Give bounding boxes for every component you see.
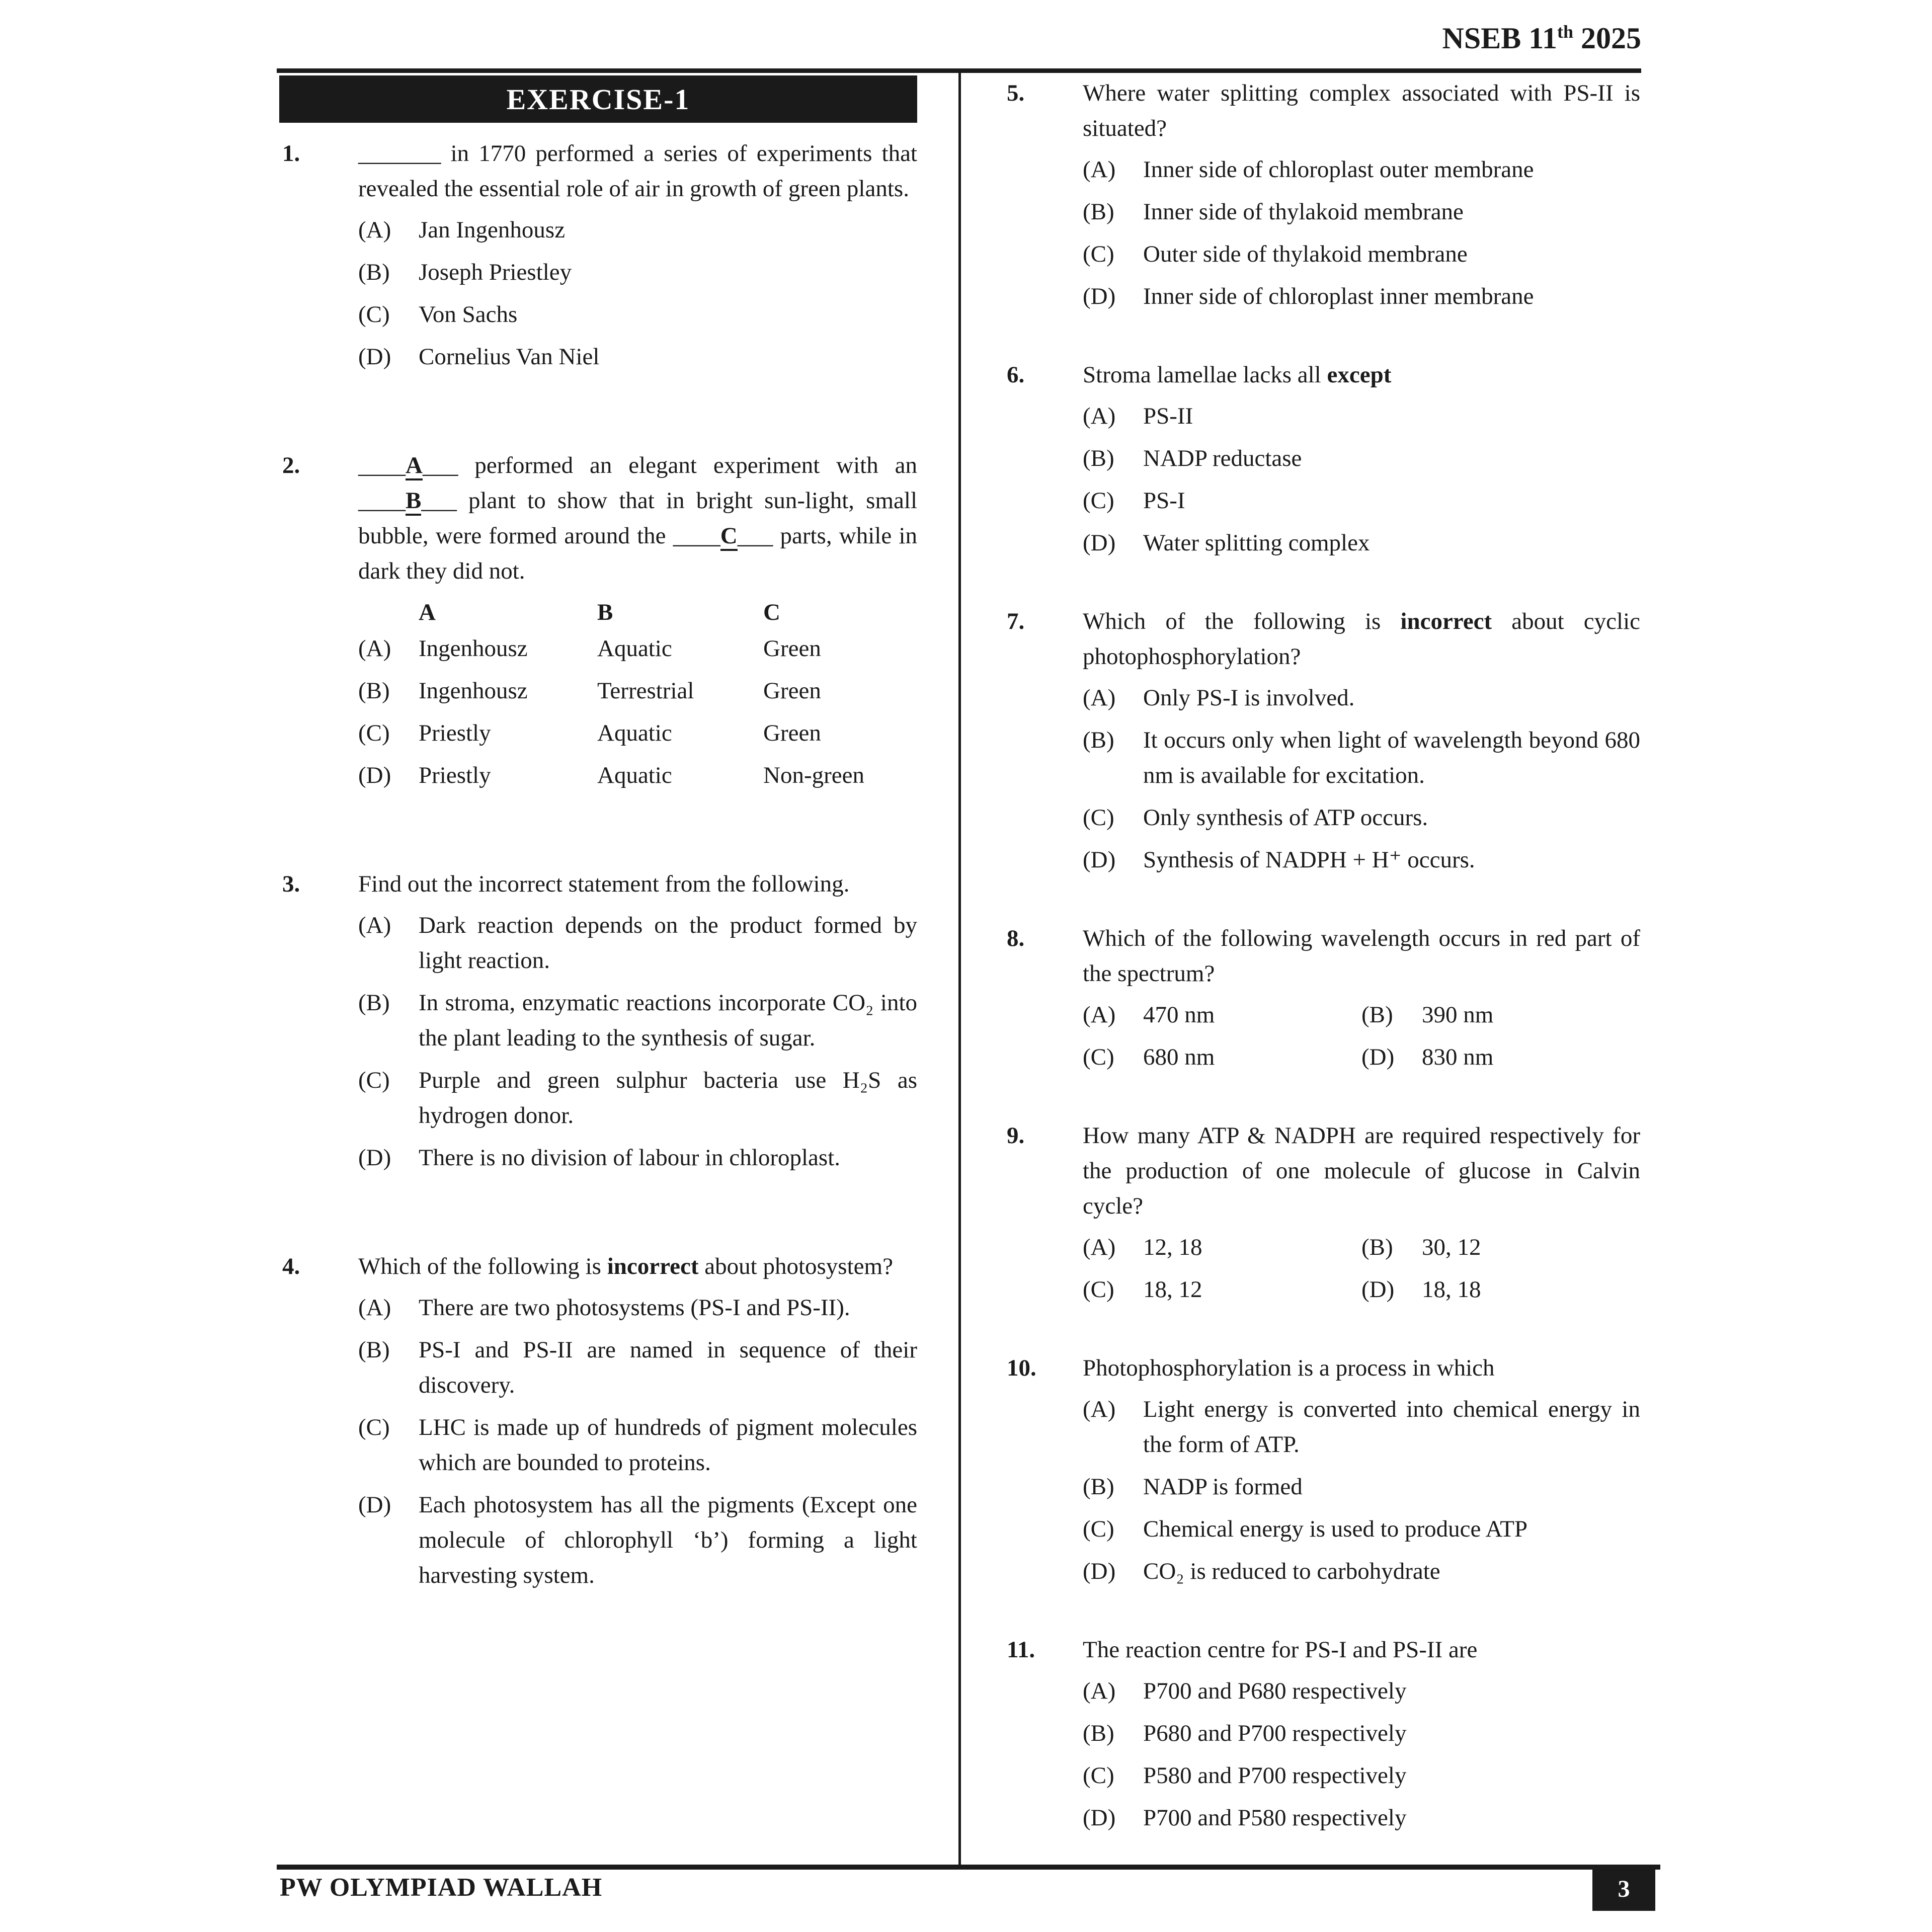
option-label: (B) (1083, 199, 1114, 225)
option-label: (D) (358, 762, 391, 788)
option-row (1083, 1716, 1640, 1751)
question-4 (279, 1249, 917, 1593)
option-label: (C) (358, 1067, 390, 1093)
option-row (358, 985, 917, 1056)
option-cell: Green (763, 678, 821, 704)
text-segment: B (406, 488, 421, 516)
option-label: (D) (1083, 1558, 1116, 1584)
options-grid (1083, 997, 1640, 1075)
option-label: (B) (358, 678, 390, 704)
option-row (1083, 1392, 1640, 1462)
option-text (1143, 1392, 1640, 1462)
option-row (1083, 1673, 1640, 1709)
option-text (419, 985, 917, 1056)
text-segment: P700 and P680 respectively (1143, 1678, 1407, 1704)
question-1 (279, 136, 917, 374)
option-text (1143, 1554, 1640, 1589)
option-label: (D) (358, 344, 391, 370)
text-segment: 470 nm (1143, 1002, 1215, 1028)
options-list (1083, 680, 1640, 877)
text-segment: ____ (358, 452, 406, 478)
option-label: (B) (358, 1337, 390, 1363)
options-table (358, 595, 917, 793)
option-text (1143, 997, 1361, 1032)
option-row (1083, 1469, 1640, 1504)
question-text (1083, 1350, 1640, 1386)
question-number: 3. (282, 871, 300, 897)
question-number: 7. (1007, 608, 1025, 634)
option-cell: Ingenhousz (419, 678, 528, 704)
options-grid-row (1083, 1230, 1640, 1265)
option-text (1422, 1272, 1640, 1307)
page-number: 3 (1618, 1875, 1630, 1902)
option-text (1143, 1673, 1640, 1709)
question-text (1083, 75, 1640, 146)
text-segment: ___ performed an elegant experiment with an ____ (358, 452, 917, 514)
option-row (1083, 152, 1640, 187)
option-row (358, 673, 917, 708)
option-label: (C) (1083, 804, 1114, 831)
option (1083, 1039, 1361, 1075)
text-segment: 680 nm (1143, 1044, 1215, 1070)
text-segment: P580 and P700 respectively (1143, 1762, 1407, 1789)
option-cell: Aquatic (597, 762, 672, 788)
option-label: (C) (1083, 488, 1114, 514)
option-text (1143, 441, 1640, 476)
option-row (358, 1487, 917, 1593)
options-grid (1083, 1230, 1640, 1307)
question-text (358, 1249, 917, 1284)
footer-rule (277, 1865, 1660, 1870)
option-cell: Terrestrial (597, 678, 694, 704)
option-row (1083, 1758, 1640, 1793)
question-number: 6. (1007, 362, 1025, 388)
option-label: (A) (358, 635, 391, 662)
option-label: (A) (1083, 156, 1116, 183)
question-text (1083, 604, 1640, 674)
question-9 (1004, 1118, 1640, 1307)
question-number: 11. (1007, 1637, 1035, 1663)
option-label: (B) (1361, 1002, 1393, 1028)
text-segment: Von Sachs (419, 301, 518, 328)
option-text (1143, 279, 1640, 314)
option-label: (C) (358, 1414, 390, 1440)
text-segment: There are two photosystems (PS-I and PS-II). (419, 1295, 850, 1321)
text-segment: Which of the following wavelength occurs in red part of the spectrum? (1083, 925, 1640, 987)
option-text (1143, 236, 1640, 272)
text-segment: 30, 12 (1422, 1234, 1481, 1260)
option-text (419, 212, 917, 248)
option-label: (B) (1361, 1234, 1393, 1260)
option-label: (A) (1083, 1396, 1116, 1422)
option-text (1143, 1469, 1640, 1504)
text-segment: Cornelius Van Niel (419, 344, 600, 370)
option-label: (C) (1083, 1276, 1114, 1303)
option-label: (D) (1083, 847, 1116, 873)
text-segment: The reaction centre for PS-I and PS-II are (1083, 1637, 1478, 1663)
option-text (419, 1332, 917, 1403)
text-segment: PS-I (1143, 488, 1185, 514)
footer-brand: PW OLYMPIAD WALLAH (280, 1873, 603, 1902)
text-segment: Purple and green sulphur bacteria use H₂S as hydrogen donor. (419, 1067, 917, 1129)
table-column-header: A (419, 599, 436, 625)
option-label: (D) (358, 1145, 391, 1171)
text-segment: Jan Ingenhousz (419, 217, 566, 243)
option-label: (A) (1083, 685, 1116, 711)
text-segment: Chemical energy is used to produce ATP (1143, 1516, 1528, 1542)
text-segment: Find out the incorrect statement from the following. (358, 871, 850, 897)
option-text (419, 1140, 917, 1175)
option-label: (A) (1083, 1678, 1116, 1704)
question-2 (279, 448, 917, 793)
question-10 (1004, 1350, 1640, 1589)
text-segment: ___ parts, while in dark they did not. (358, 523, 918, 584)
option-text (419, 297, 917, 332)
option (1083, 1230, 1361, 1265)
text-segment: Photophosphorylation is a process in which (1083, 1355, 1495, 1381)
question-text (358, 136, 917, 206)
text-segment: In stroma, enzymatic reactions incorporate CO₂ into the plant leading to the synthesis of sugar. (419, 990, 917, 1051)
option-text (1143, 722, 1640, 793)
question-number: 1. (282, 140, 300, 167)
option-text (1143, 525, 1640, 560)
options-list (358, 212, 917, 374)
table-header-row (358, 595, 917, 630)
option-label: (A) (1083, 403, 1116, 429)
text-segment: P700 and P580 respectively (1143, 1805, 1407, 1831)
option-cell: Aquatic (597, 720, 672, 746)
option-text (1143, 1758, 1640, 1793)
text-segment: PS-II (1143, 403, 1193, 429)
question-text (1083, 357, 1640, 392)
question-7 (1004, 604, 1640, 877)
option-label: (D) (1083, 283, 1116, 309)
text-segment: Each photosystem has all the pigments (Except one molecule of chlorophyll ‘b’) forming a light harvesting system. (419, 1492, 917, 1588)
option-text (1143, 1716, 1640, 1751)
option-text (419, 255, 917, 290)
text-segment: PS-I and PS-II are named in sequence of their discovery. (419, 1337, 917, 1398)
option-row (1083, 680, 1640, 715)
option-label: (D) (1361, 1044, 1395, 1070)
text-segment: Water splitting complex (1143, 530, 1370, 556)
option-label: (B) (1083, 1474, 1114, 1500)
option-row (358, 631, 917, 666)
text-segment: P680 and P700 respectively (1143, 1720, 1407, 1746)
option-row (1083, 800, 1640, 835)
question-number: 2. (282, 452, 300, 478)
question-8 (1004, 921, 1640, 1075)
option-row (1083, 1511, 1640, 1547)
option-text (1143, 398, 1640, 434)
option (1361, 997, 1640, 1032)
option-text (1143, 1272, 1361, 1307)
text-segment: Stroma lamellae lacks all (1083, 362, 1327, 388)
option-text (1143, 152, 1640, 187)
option-label: (C) (1083, 241, 1114, 267)
option-cell: Priestly (419, 762, 491, 788)
option-cell: Ingenhousz (419, 635, 528, 662)
text-segment: about cyclic photophosphorylation? (1083, 608, 1640, 670)
option-row (358, 1290, 917, 1325)
option-row (1083, 398, 1640, 434)
options-list (1083, 398, 1640, 560)
option (1361, 1272, 1640, 1307)
option-cell: Green (763, 720, 821, 746)
question-number: 5. (1007, 80, 1025, 106)
text-segment: LHC is made up of hundreds of pigment molecules which are bounded to proteins. (419, 1414, 917, 1476)
option-label: (C) (358, 720, 390, 746)
option-label: (A) (1083, 1234, 1116, 1260)
text-segment: 830 nm (1422, 1044, 1494, 1070)
option-text (419, 1063, 917, 1133)
text-segment: Which of the following is (358, 1253, 607, 1279)
option-row (358, 1332, 917, 1403)
options-grid-row (1083, 997, 1640, 1032)
option (1083, 997, 1361, 1032)
text-segment: 18, 18 (1422, 1276, 1481, 1303)
text-segment: Inner side of thylakoid membrane (1143, 199, 1464, 225)
question-text (1083, 1632, 1640, 1667)
option-row (358, 715, 917, 751)
option-text (1143, 1511, 1640, 1547)
header-title-year: 2025 (1573, 22, 1641, 55)
header-title-main: NSEB 11 (1442, 22, 1557, 55)
option-row (358, 339, 917, 374)
right-column (1004, 75, 1640, 1879)
option-label: (B) (358, 990, 390, 1016)
option-label: (D) (1083, 1805, 1116, 1831)
option-cell: Non-green (763, 762, 864, 788)
option-label: (A) (358, 1295, 391, 1321)
text-segment: about photosystem? (698, 1253, 893, 1279)
option-row (358, 1063, 917, 1133)
option (1361, 1039, 1640, 1075)
page-header-title (1442, 21, 1641, 56)
option-row (1083, 236, 1640, 272)
text-segment: How many ATP & NADPH are required respectively for the production of one molecule of glucose in Calvin cycle? (1083, 1122, 1640, 1219)
option-row (1083, 842, 1640, 877)
option-label: (C) (1083, 1516, 1114, 1542)
text-segment: Only synthesis of ATP occurs. (1143, 804, 1428, 831)
options-list (358, 908, 917, 1175)
option-text (1143, 483, 1640, 518)
option-text (1422, 1230, 1640, 1265)
option-label: (B) (1083, 445, 1114, 471)
options-list (1083, 1673, 1640, 1835)
option-row (358, 1140, 917, 1175)
question-number: 10. (1007, 1355, 1036, 1381)
option-row (1083, 722, 1640, 793)
text-segment: CO₂ is reduced to carbohydrate (1143, 1558, 1440, 1584)
option-text (1422, 997, 1640, 1032)
option-cell: Green (763, 635, 821, 662)
option-text (1143, 1230, 1361, 1265)
text-segment: Where water splitting complex associated with PS-II is situated? (1083, 80, 1640, 141)
option-label: (B) (358, 259, 390, 285)
option (1083, 1272, 1361, 1307)
option-text (419, 1290, 917, 1325)
option-label: (A) (1083, 1002, 1116, 1028)
text-segment: 12, 18 (1143, 1234, 1202, 1260)
option-text (1143, 800, 1640, 835)
option-label: (B) (1083, 1720, 1114, 1746)
exercise-title: EXERCISE-1 (506, 83, 690, 116)
option-text (419, 339, 917, 374)
question-text (1083, 1118, 1640, 1224)
text-segment: _______ in 1770 performed a series of experiments that revealed the essential role of air in growth of green plants. (358, 140, 917, 202)
option-label: (A) (358, 912, 391, 938)
table-column-header: B (597, 599, 613, 625)
text-segment: except (1327, 362, 1392, 388)
option-row (1083, 194, 1640, 229)
options-grid-row (1083, 1039, 1640, 1075)
options-list (1083, 1392, 1640, 1589)
option-row (358, 1410, 917, 1480)
text-segment: Joseph Priestley (419, 259, 572, 285)
question-5 (1004, 75, 1640, 314)
text-segment: NADP reductase (1143, 445, 1302, 471)
option-label: (B) (1083, 727, 1114, 753)
option-row (358, 297, 917, 332)
question-11 (1004, 1632, 1640, 1835)
option-label: (A) (358, 217, 391, 243)
question-text (1083, 921, 1640, 991)
question-text (358, 866, 917, 902)
option-text (1143, 842, 1640, 877)
column-divider (958, 70, 961, 1865)
text-segment: incorrect (607, 1253, 699, 1279)
option-text (1143, 194, 1640, 229)
text-segment: Inner side of chloroplast inner membrane (1143, 283, 1534, 309)
text-segment: Outer side of thylakoid membrane (1143, 241, 1468, 267)
question-number: 9. (1007, 1122, 1025, 1149)
options-grid-row (1083, 1272, 1640, 1307)
question-number: 4. (282, 1253, 300, 1279)
option-label: (C) (358, 301, 390, 328)
option (1361, 1230, 1640, 1265)
option-row (1083, 279, 1640, 314)
option-text (1143, 1039, 1361, 1075)
option-row (1083, 483, 1640, 518)
text-segment: Light energy is converted into chemical energy in the form of ATP. (1143, 1396, 1640, 1458)
text-segment: There is no division of labour in chloroplast. (419, 1145, 841, 1171)
option-cell: Aquatic (597, 635, 672, 662)
question-6 (1004, 357, 1640, 560)
options-list (1083, 152, 1640, 314)
text-segment: 18, 12 (1143, 1276, 1202, 1303)
option-row (1083, 1800, 1640, 1835)
table-header-spacer (358, 595, 419, 630)
option-text (1422, 1039, 1640, 1075)
text-segment: Only PS-I is involved. (1143, 685, 1355, 711)
option-label: (D) (1083, 530, 1116, 556)
option-text (419, 1487, 917, 1593)
page-number-box (1592, 1867, 1655, 1911)
option-label: (D) (358, 1492, 391, 1518)
question-number: 8. (1007, 925, 1025, 951)
option-row (1083, 441, 1640, 476)
text-segment: C (720, 523, 738, 551)
option-text (419, 1410, 917, 1480)
left-column (279, 75, 917, 1666)
text-segment: Synthesis of NADPH + H⁺ occurs. (1143, 847, 1475, 873)
table-column-header: C (763, 599, 780, 625)
options-list (358, 1290, 917, 1593)
text-segment: A (406, 452, 423, 480)
exercise-banner (279, 75, 917, 123)
option-row (1083, 525, 1640, 560)
text-segment: Inner side of chloroplast outer membrane (1143, 156, 1534, 183)
option-label: (D) (1361, 1276, 1395, 1303)
text-segment: 390 nm (1422, 1002, 1494, 1028)
text-segment: NADP is formed (1143, 1474, 1303, 1500)
text-segment: Dark reaction depends on the product formed by light reaction. (419, 912, 917, 974)
option-row (358, 908, 917, 978)
question-text (358, 448, 917, 589)
option-row (1083, 1554, 1640, 1589)
option-text (1143, 680, 1640, 715)
option-cell: Priestly (419, 720, 491, 746)
option-text (419, 908, 917, 978)
option-label: (C) (1083, 1044, 1114, 1070)
option-text (1143, 1800, 1640, 1835)
text-segment: ___ plant to show that in bright sun-light, small bubble, were formed around the ____ (358, 488, 917, 549)
option-label: (C) (1083, 1762, 1114, 1789)
option-row (358, 255, 917, 290)
text-segment: incorrect (1400, 608, 1492, 634)
option-row (358, 758, 917, 793)
text-segment: Which of the following is (1083, 608, 1401, 634)
question-3 (279, 866, 917, 1175)
option-row (358, 212, 917, 248)
header-title-superscript: th (1557, 22, 1573, 42)
text-segment: It occurs only when light of wavelength beyond 680 nm is available for excitation. (1143, 727, 1640, 788)
